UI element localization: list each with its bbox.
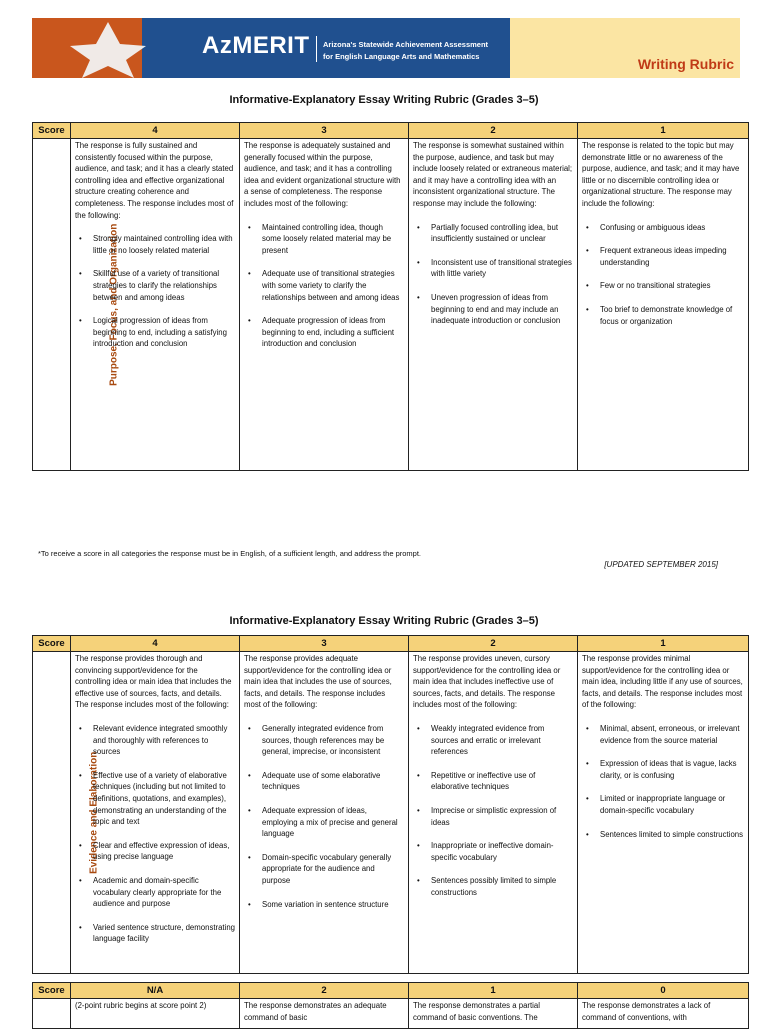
bullet-item: • Sentences possibly limited to simple constructions <box>413 875 573 898</box>
bullet-item: • Skillful use of a variety of transitional strategies to clarify the relationships between and among ideas <box>75 268 235 303</box>
cell-intro: The response is fully sustained and consistently focused within the purpose, audience, and task; and it has a clearly stated controlling idea and effective organizational structure creating coherence and completeness. The response includes most of the following: <box>75 141 234 220</box>
score-header-label: Score <box>33 983 71 999</box>
score-header-1: 1 <box>578 636 749 652</box>
bullet-item: • Inappropriate or ineffective domain-specific vocabulary <box>413 840 573 863</box>
bullet-item: • Strongly maintained controlling idea with little or no loosely related material <box>75 233 235 256</box>
rubric-cell-2 <box>409 652 578 974</box>
banner-tagline-1: Arizona's Statewide Achievement Assessment <box>323 40 489 49</box>
bullet-item: • Clear and effective expression of ideas, using precise language <box>75 840 235 863</box>
score-header-3: 3 <box>240 123 409 139</box>
cell-intro: The response is adequately sustained and generally focused within the purpose, audience, and task; and it has a controlling idea and evident organizational structure with a sense of completeness. The response includes most of the following: <box>244 141 401 208</box>
cell-intro: The response is related to the topic but may demonstrate little or no awareness of the purpose, audience, and task; and it may have little or no discernible controlling idea or organizational structure. The response may include the following: <box>582 141 740 208</box>
footnote: *To receive a score in all categories the response must be in English, of a sufficient length, and address the prompt. <box>38 549 421 558</box>
rubric-cell-1 <box>578 139 749 471</box>
bullet-item: • Weakly integrated evidence from sources and erratic or irrelevant references <box>413 723 573 758</box>
bullet-item: • Inconsistent use of transitional strategies with little variety <box>413 257 573 280</box>
cell-intro: The response provides thorough and convincing support/evidence for the controlling idea or main idea that includes the effective use of sources, facts, and details. The response includes most of the following: <box>75 654 232 710</box>
bullet-item: • Frequent extraneous ideas impeding understanding <box>582 245 744 268</box>
bullet-item: • Academic and domain-specific vocabulary clearly appropriate for the audience and purpose <box>75 875 235 910</box>
rubric-table-evidence <box>32 635 749 974</box>
score-header-4: 4 <box>71 123 240 139</box>
cell-intro: The response is somewhat sustained within the purpose, audience, and task but may include loosely related or extraneous material; and it may have a controlling idea with an inconsistent organizational structure. The response may include the following: <box>413 141 573 208</box>
bullet-item: • Confusing or ambiguous ideas <box>582 222 744 234</box>
score-header-row <box>33 636 749 652</box>
bullet-item: • Varied sentence structure, demonstrating language facility <box>75 922 235 945</box>
bullet-item: • Limited or inappropriate language or domain-specific vocabulary <box>582 793 744 816</box>
bullet-item: • Uneven progression of ideas from beginning to end and may include an inadequate introduction or conclusion <box>413 292 573 327</box>
score-header-label: Score <box>33 636 71 652</box>
bullet-item: • Adequate progression of ideas from beginning to end, including a sufficient introduction and conclusion <box>244 315 404 350</box>
banner-tagline-2: for English Language Arts and Mathematics <box>323 52 480 61</box>
azmerit-banner <box>32 18 740 78</box>
rubric-cell-4 <box>71 652 240 974</box>
bullet-item: • Some variation in sentence structure <box>244 899 404 911</box>
arizona-star-logo-icon <box>38 20 188 78</box>
doc-label: Writing Rubric <box>637 56 734 72</box>
rubric-table-purpose <box>32 122 749 471</box>
bullet-item: • Adequate expression of ideas, employing a mix of precise and general language <box>244 805 404 840</box>
bullet-item: • Too brief to demonstrate knowledge of focus or organization <box>582 304 744 327</box>
bullet-item: • Partially focused controlling idea, but insufficiently sustained or unclear <box>413 222 573 245</box>
rubric-row <box>33 652 749 974</box>
bullet-item: • Generally integrated evidence from sources, though references may be general, imprecise, or inconsistent <box>244 723 404 758</box>
bullet-item: • Effective use of a variety of elaborative techniques (including but not limited to definitions, quotations, and examples), demonstrating an understanding of the topic and text <box>75 770 235 828</box>
rubric-cell-3 <box>240 139 409 471</box>
rubric-title-1: Informative-Explanatory Essay Writing Rubric (Grades 3–5) <box>229 94 539 106</box>
rubric-cell-1: The response demonstrates a partial command of basic conventions. The <box>409 999 578 1029</box>
category-cell <box>33 999 71 1029</box>
cell-intro: The response provides adequate support/evidence for the controlling idea or main idea that includes the use of sources, facts, and details. The response includes most of the following: <box>244 654 392 710</box>
rubric-row <box>33 999 749 1029</box>
category-label: Evidence and Elaboration <box>88 751 100 874</box>
bullet-item: • Repetitive or ineffective use of elaborative techniques <box>413 770 573 793</box>
score-header-1: 1 <box>409 983 578 999</box>
rubric-cell-0: The response demonstrates a lack of command of conventions, with <box>578 999 749 1029</box>
brand-name: AzMERIT <box>202 32 310 59</box>
score-header-0: 0 <box>578 983 749 999</box>
rubric-cell-4 <box>71 139 240 471</box>
score-header-label: Score <box>33 123 71 139</box>
score-header-3: 3 <box>240 636 409 652</box>
rubric-cell-2 <box>409 139 578 471</box>
category-cell <box>33 139 120 471</box>
score-header-row <box>33 983 749 999</box>
bullet-item: • Expression of ideas that is vague, lacks clarity, or is confusing <box>582 758 744 781</box>
bullet-item: • Sentences limited to simple constructions <box>582 829 744 841</box>
updated-date: [UPDATED SEPTEMBER 2015] <box>604 560 718 569</box>
rubric-title-2: Informative-Explanatory Essay Writing Rubric (Grades 3–5) <box>229 615 539 627</box>
bullet-item: • Imprecise or simplistic expression of ideas <box>413 805 573 828</box>
score-header-4: 4 <box>71 636 240 652</box>
bullet-item: • Adequate use of transitional strategies with some variety to clarify the relationships between and among ideas <box>244 268 404 303</box>
bullet-item: • Domain-specific vocabulary generally appropriate for the audience and purpose <box>244 852 404 887</box>
bullet-item: • Few or no transitional strategies <box>582 280 744 292</box>
cell-intro: The response provides minimal support/evidence for the controlling idea or main idea, including little if any use of sources, facts, and details. The response includes most of the following: <box>582 654 743 710</box>
category-label: Purpose, Focus, and Organization <box>108 223 120 386</box>
banner-divider <box>316 36 317 62</box>
score-header-2: 2 <box>409 636 578 652</box>
score-header-2: 2 <box>240 983 409 999</box>
bullet-item: • Maintained controlling idea, though some loosely related material may be present <box>244 222 404 257</box>
score-header-1: 1 <box>578 123 749 139</box>
category-cell <box>33 652 100 974</box>
rubric-cell-3 <box>240 652 409 974</box>
cell-intro: The response provides uneven, cursory support/evidence for the controlling idea or main idea that includes ineffective use of sources, facts, and details. The response includes most of the following: <box>413 654 561 710</box>
rubric-cell-2: The response demonstrates an adequate command of basic <box>240 999 409 1029</box>
score-header-na: N/A <box>71 983 240 999</box>
rubric-cell-1 <box>578 652 749 974</box>
rubric-row <box>33 139 749 471</box>
score-header-row <box>33 123 749 139</box>
bullet-item: • Logical progression of ideas from beginning to end, including a satisfying introduction and conclusion <box>75 315 235 350</box>
rubric-cell-na: (2-point rubric begins at score point 2) <box>71 999 240 1029</box>
bullet-item: • Relevant evidence integrated smoothly and thoroughly with references to sources <box>75 723 235 758</box>
rubric-table-conventions <box>32 982 749 1029</box>
bullet-item: • Adequate use of some elaborative techniques <box>244 770 404 793</box>
bullet-item: • Minimal, absent, erroneous, or irrelevant evidence from the source material <box>582 723 744 746</box>
score-header-2: 2 <box>409 123 578 139</box>
